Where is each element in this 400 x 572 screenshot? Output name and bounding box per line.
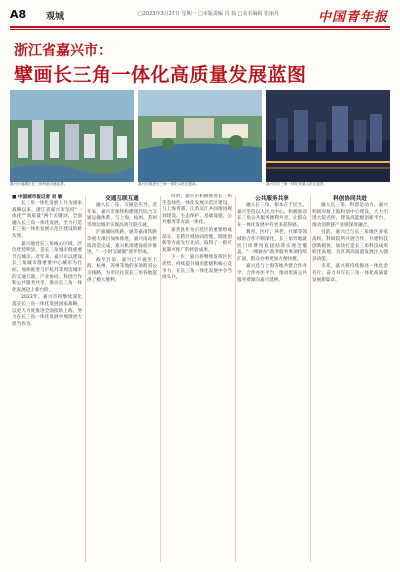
date-editor-line: □2023年3月27日 星期一 □本版责编 肖 茹 □美术编辑 张丽丹 (138, 11, 279, 17)
photo-night-scene (266, 90, 390, 182)
paragraph: 嘉善县作为示范区的重要组成部分，在跨区域协同治理、制度创新等方面先行先试，取得了一批可复制可推广的经验成果。 (162, 227, 232, 253)
paragraph: 嘉兴还与上海等地共建合作办学、合作办医平台，推动优质公共服务资源向嘉兴延伸。 (237, 264, 307, 283)
photo-caption-3: 嘉兴市长三角一体化发展示范区夜景。 (266, 182, 328, 186)
masthead-logo: 中国青年报 (317, 10, 388, 25)
paragraph: 融入长三角，科创是动力。嘉兴积极对接上海科创中心建设，大力引进大院名所，建设高能级创新平台，推动创新链产业链深度融合。 (312, 203, 388, 228)
paragraph: 教育、医疗、养老、社保等领域的合作不断深化，长三角异地就医门诊费用直接结算实现全覆盖，“一网通办”政务服务事项持续扩面，群众办事更加方便快捷。 (237, 230, 307, 262)
text-column-5 (312, 194, 388, 285)
paragraph: 截至目前，嘉兴已开通至上海、杭州、苏州等地的多条跨省公交线路，为市民往返长三角各地提供了极大便利。 (87, 257, 157, 283)
paragraph: 融入长三角，交通是先导。近年来，嘉兴市加快构建现代综合交通运输体系，与上海、杭州、苏州等周边城市实现高效互联互通。 (87, 203, 157, 228)
subhead: 交通互联互通 (105, 196, 139, 202)
paragraph: 嘉兴地处长三角核心区域，区位优势明显，是长三角城市群重要节点城市。近年来，嘉兴市以建设长三角城市群重要中心城市为目标，加快推进与沪杭苏等周边城市的交通互联、产业协同、科创合作和公共服务共享，推动长三角一体化发展迈上新台阶。 (12, 241, 82, 293)
text-column-1 (12, 194, 82, 329)
text-column-3 (162, 194, 232, 283)
paragraph: 目前，嘉兴已与长三角地区多家高校、科研院所开展合作，共建科技创新载体，加快打造长三角科技成果转化高地，为区域高质量发展注入强劲动能。 (312, 230, 388, 262)
section-name: 观城 (46, 12, 65, 22)
paragraph: 同时，嘉兴市积极推进长三角生态绿色一体化发展示范区建设，与上海青浦、江苏吴江共同推进规划建设、生态保护、基础设施、公共服务等方面一体化。 (162, 194, 232, 226)
page-header (10, 6, 390, 24)
paragraph: 沪嘉城际铁路、通苏嘉甬铁路等重大项目加快推进，嘉兴南站枢纽改造完成，嘉兴机场建设稳步推进，“一小时交通圈”逐步形成。 (87, 230, 157, 256)
text-column-2 (87, 194, 157, 285)
photo-city-aerial (10, 90, 134, 182)
article-headline: 擘画长三角一体化高质量发展蓝图 (14, 64, 307, 86)
paragraph: 2023年，嘉兴市将继续深化落实长三角一体化发展国家战略，以更大力度推进全面接轨上海，努力在长三角一体化发展中展现更大担当作为。 (12, 295, 82, 327)
article-kicker: 浙江省嘉兴市： (14, 43, 112, 59)
subhead: 科创协同共进 (333, 196, 367, 202)
photo-strip (10, 90, 390, 188)
paragraph: 长三角一体化发展上升为国家战略以来，浙江省嘉兴市坚持“一体化”“高质量”两个关键词，全面融入长三角一体化发展，全力打造长三角一体化发展示范区建设的桥头堡。 (12, 201, 82, 239)
article-body (12, 194, 390, 564)
photo-caption-2: 嘉兴市推进长三角一体化示范区建设。 (138, 182, 200, 186)
subhead: 公共服务共享 (255, 196, 289, 202)
text-column-4 (237, 194, 307, 285)
article-byline: ■ 中国城市报记者 刘 敏 (12, 195, 63, 200)
paragraph: 下一步，嘉兴将继续发挥区位优势，持续提升城市能级和核心竞争力，在长三角一体化发展中争当排头兵。 (162, 255, 232, 281)
header-rule-thin (10, 29, 390, 30)
paragraph: 融入长三角，根本在于民生。嘉兴坚持以人民为中心，积极推动长三角公共服务便利共享，让群众在一体化发展中有更多获得感。 (237, 203, 307, 228)
header-rule (10, 26, 390, 28)
photo-riverside (138, 90, 262, 182)
photo-caption-1: 嘉兴市南湖区长三角科创走廊远景。 (10, 182, 68, 186)
paragraph: 未来，嘉兴将持续擦亮一体化金名片，奋力书写长三角一体化高质量发展新篇章。 (312, 264, 388, 283)
page-number: A8 (10, 8, 27, 21)
